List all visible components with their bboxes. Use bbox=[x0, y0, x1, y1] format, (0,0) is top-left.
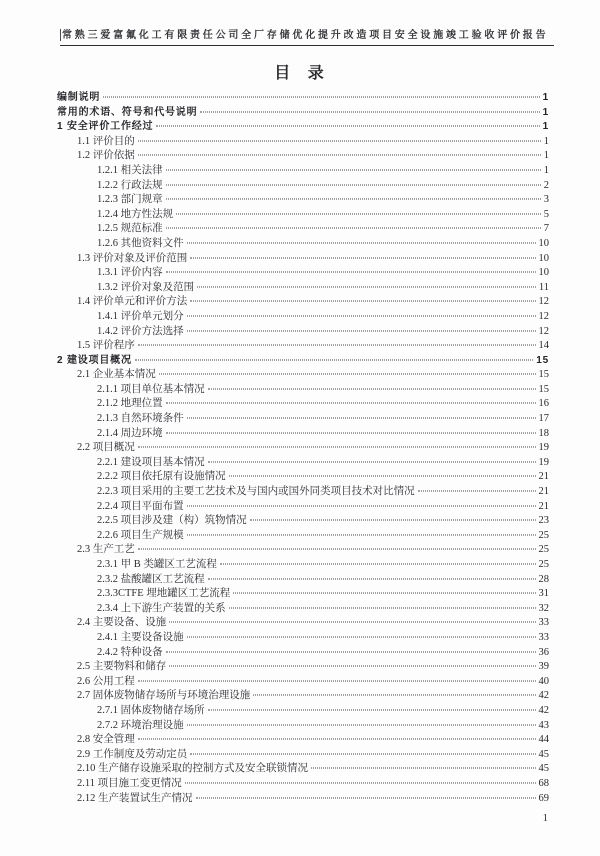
running-header-text: 常熟三爱富氟化工有限责任公司全厂存储优化提升改造项目安全设施竣工验收评价报告 bbox=[62, 30, 549, 41]
toc-dot-leader bbox=[103, 97, 539, 98]
toc-entry bbox=[57, 354, 549, 369]
toc-entry-page: 21 bbox=[538, 471, 549, 483]
toc-entry-label: 2.2.1 建设项目基本情况 bbox=[97, 456, 205, 468]
toc-entry-page: 12 bbox=[538, 325, 549, 337]
toc-entry-label: 2.7.2 环境治理设施 bbox=[97, 719, 184, 731]
toc-entry-page: 15 bbox=[536, 354, 549, 366]
toc-dot-leader bbox=[138, 739, 536, 740]
toc-dot-leader bbox=[138, 680, 536, 681]
toc-entry-page: 17 bbox=[538, 413, 549, 425]
toc-entry bbox=[57, 485, 549, 500]
toc-dot-leader bbox=[166, 432, 536, 433]
toc-entry bbox=[57, 514, 549, 529]
toc-entry bbox=[57, 777, 549, 792]
toc-dot-leader bbox=[138, 140, 541, 141]
toc-entry bbox=[57, 529, 549, 544]
toc-entry bbox=[57, 120, 549, 135]
toc-entry-page: 36 bbox=[538, 646, 549, 658]
toc-entry-page: 31 bbox=[538, 588, 549, 600]
toc-list bbox=[57, 91, 549, 806]
toc-entry bbox=[57, 427, 549, 442]
toc-entry bbox=[57, 149, 549, 164]
toc-entry-page: 23 bbox=[538, 515, 549, 527]
toc-dot-leader bbox=[208, 461, 536, 462]
toc-entry bbox=[57, 689, 549, 704]
toc-entry-page: 12 bbox=[538, 310, 549, 322]
footer-page-number: 1 bbox=[542, 813, 548, 824]
toc-entry-page: 10 bbox=[538, 237, 549, 249]
toc-dot-leader bbox=[200, 111, 539, 112]
toc-dot-leader bbox=[187, 330, 536, 331]
toc-entry-label: 1.2.4 地方性法规 bbox=[97, 208, 174, 220]
toc-dot-leader bbox=[253, 695, 535, 696]
toc-entry-page: 21 bbox=[538, 486, 549, 498]
toc-entry-label: 2.1.4 周边环境 bbox=[97, 427, 163, 439]
toc-entry bbox=[57, 616, 549, 631]
toc-dot-leader bbox=[138, 447, 536, 448]
toc-entry bbox=[57, 762, 549, 777]
toc-entry-label: 2.6 公用工程 bbox=[77, 675, 135, 687]
toc-entry-page: 45 bbox=[538, 748, 549, 760]
toc-dot-leader bbox=[138, 345, 536, 346]
toc-entry bbox=[57, 179, 549, 194]
toc-entry-label: 2.4.2 特种设备 bbox=[97, 646, 163, 658]
toc-entry-page: 5 bbox=[543, 208, 549, 220]
toc-dot-leader bbox=[190, 753, 535, 754]
toc-entry-label: 1.3.1 评价内容 bbox=[97, 267, 163, 279]
toc-entry bbox=[57, 397, 549, 412]
toc-dot-leader bbox=[220, 564, 536, 565]
toc-dot-leader bbox=[187, 724, 536, 725]
toc-dot-leader bbox=[418, 491, 536, 492]
toc-entry bbox=[57, 470, 549, 485]
toc-entry-page: 25 bbox=[538, 529, 549, 541]
toc-entry-label: 1.2.1 相关法律 bbox=[97, 164, 163, 176]
toc-dot-leader bbox=[187, 505, 536, 506]
toc-entry-page: 10 bbox=[538, 252, 549, 264]
toc-entry bbox=[57, 558, 549, 573]
toc-entry bbox=[57, 602, 549, 617]
toc-entry bbox=[57, 543, 549, 558]
toc-entry-label: 2.7 固体废物储存场所与环境治理设施 bbox=[77, 690, 251, 702]
toc-entry-page: 69 bbox=[538, 792, 549, 804]
toc-title: 目 录 bbox=[274, 65, 326, 82]
toc-entry-page: 18 bbox=[538, 427, 549, 439]
toc-entry-label: 2.3.4 上下游生产装置的关系 bbox=[97, 602, 226, 614]
toc-entry-page: 42 bbox=[538, 704, 549, 716]
toc-entry-label: 2.2.4 项目平面布置 bbox=[97, 500, 184, 512]
toc-entry-label: 2.1.3 自然环境条件 bbox=[97, 413, 184, 425]
toc-entry bbox=[57, 325, 549, 340]
toc-dot-leader bbox=[135, 359, 534, 360]
toc-dot-leader bbox=[159, 374, 536, 375]
toc-entry-page: 42 bbox=[538, 690, 549, 702]
toc-dot-leader bbox=[187, 636, 536, 637]
toc-entry-label: 1.2.5 规范标准 bbox=[97, 223, 163, 235]
toc-entry-label: 1.4.2 评价方法选择 bbox=[97, 325, 184, 337]
toc-entry-page: 25 bbox=[538, 559, 549, 570]
toc-entry-label: 2.10 生产储存设施采取的控制方式及安全联锁情况 bbox=[77, 763, 308, 775]
toc-entry-label: 1.1 评价目的 bbox=[77, 135, 135, 147]
toc-dot-leader bbox=[250, 520, 536, 521]
toc-entry-page: 25 bbox=[538, 544, 549, 556]
toc-entry-page: 1 bbox=[543, 164, 549, 176]
toc-entry bbox=[57, 295, 549, 310]
toc-dot-leader bbox=[190, 257, 535, 258]
toc-entry-label: 2.7.1 固体废物储存场所 bbox=[97, 704, 205, 716]
toc-entry bbox=[57, 733, 549, 748]
toc-entry-page: 1 bbox=[543, 135, 549, 147]
toc-dot-leader bbox=[166, 228, 541, 229]
toc-entry-page: 10 bbox=[538, 267, 549, 279]
toc-entry-page: 11 bbox=[538, 281, 549, 293]
toc-dot-leader bbox=[233, 593, 535, 594]
toc-entry bbox=[57, 266, 549, 281]
toc-entry-label: 2.1.1 项目单位基本情况 bbox=[97, 383, 205, 395]
toc-entry-page: 32 bbox=[538, 602, 549, 614]
toc-dot-leader bbox=[166, 199, 541, 200]
toc-entry bbox=[57, 237, 549, 252]
toc-entry-page: 33 bbox=[538, 617, 549, 629]
toc-entry bbox=[57, 106, 549, 121]
toc-entry bbox=[57, 441, 549, 456]
toc-entry-page: 19 bbox=[538, 456, 549, 468]
toc-entry-label: 2.11 项目施工变更情况 bbox=[77, 777, 182, 789]
toc-entry-page: 43 bbox=[538, 719, 549, 731]
toc-entry bbox=[57, 310, 549, 325]
toc-entry bbox=[57, 412, 549, 427]
toc-dot-leader bbox=[166, 184, 541, 185]
toc-dot-leader bbox=[197, 286, 536, 287]
toc-entry-label: 1.3 评价对象及评价范围 bbox=[77, 252, 188, 264]
toc-entry-label: 1.4.1 评价单元划分 bbox=[97, 310, 184, 322]
toc-entry bbox=[57, 456, 549, 471]
toc-entry-label: 1.5 评价程序 bbox=[77, 340, 135, 352]
toc-entry-label: 2.4.1 主要设备设施 bbox=[97, 631, 184, 643]
toc-entry-page: 21 bbox=[538, 500, 549, 512]
toc-entry-label: 2.2.3 项目采用的主要工艺技术及与国内或国外同类项目技术对比情况 bbox=[97, 486, 415, 498]
toc-entry-label: 1.2.2 行政法规 bbox=[97, 179, 163, 191]
toc-entry-page: 7 bbox=[543, 223, 549, 235]
toc-entry bbox=[57, 164, 549, 179]
toc-entry bbox=[57, 281, 549, 296]
toc-entry-label: 1.2.3 部门规章 bbox=[97, 194, 163, 206]
toc-entry-label: 2.2.6 项目生产规模 bbox=[97, 529, 184, 541]
toc-entry-page: 15 bbox=[538, 383, 549, 395]
toc-entry-label: 2.2 项目概况 bbox=[77, 442, 135, 454]
toc-dot-leader bbox=[187, 315, 536, 316]
toc-entry-page: 68 bbox=[538, 777, 549, 789]
toc-dot-leader bbox=[156, 126, 539, 127]
toc-entry bbox=[57, 383, 549, 398]
toc-dot-leader bbox=[169, 622, 535, 623]
toc-dot-leader bbox=[176, 213, 541, 214]
toc-entry-page: 14 bbox=[538, 340, 549, 352]
toc-entry bbox=[57, 91, 549, 106]
toc-dot-leader bbox=[229, 607, 536, 608]
toc-entry bbox=[57, 719, 549, 734]
toc-entry bbox=[57, 368, 549, 383]
toc-dot-leader bbox=[138, 155, 541, 156]
toc-entry-label: 2.3.2 盐酸罐区工艺流程 bbox=[97, 573, 205, 585]
toc-entry-page: 19 bbox=[538, 442, 549, 454]
toc-entry-label: 2 建设项目概况 bbox=[57, 354, 132, 366]
toc-entry bbox=[57, 646, 549, 661]
toc-entry-page: 1 bbox=[542, 121, 549, 133]
toc-dot-leader bbox=[196, 797, 536, 798]
toc-entry-label: 2.9 工作制度及劳动定员 bbox=[77, 748, 188, 760]
toc-entry-page: 39 bbox=[538, 661, 549, 673]
toc-entry bbox=[57, 660, 549, 675]
running-header bbox=[60, 26, 554, 46]
toc-dot-leader bbox=[190, 301, 535, 302]
toc-dot-leader bbox=[208, 709, 536, 710]
toc-dot-leader bbox=[229, 476, 536, 477]
toc-entry-page: 16 bbox=[538, 398, 549, 410]
toc-entry-label: 2.8 安全管理 bbox=[77, 734, 135, 746]
toc-entry bbox=[57, 704, 549, 719]
toc-entry-label: 2.4 主要设备、设施 bbox=[77, 617, 167, 629]
toc-entry-page: 2 bbox=[543, 179, 549, 191]
toc-dot-leader bbox=[187, 418, 536, 419]
toc-dot-leader bbox=[187, 242, 536, 243]
toc-entry-page: 40 bbox=[538, 675, 549, 687]
toc-entry bbox=[57, 252, 549, 267]
toc-dot-leader bbox=[166, 403, 536, 404]
toc-entry-label: 2.12 生产装置试生产情况 bbox=[77, 792, 193, 804]
toc-dot-leader bbox=[169, 666, 535, 667]
toc-entry bbox=[57, 500, 549, 515]
toc-dot-leader bbox=[166, 169, 541, 170]
toc-entry-label: 2.1 企业基本情况 bbox=[77, 369, 156, 381]
toc-entry bbox=[57, 339, 549, 354]
toc-entry-label: 2.2.2 项目依托原有设施情况 bbox=[97, 471, 226, 483]
toc-dot-leader bbox=[208, 388, 536, 389]
header-left-tick bbox=[60, 29, 61, 41]
toc-entry-page: 28 bbox=[538, 573, 549, 585]
toc-entry-page: 3 bbox=[543, 194, 549, 206]
toc-entry bbox=[57, 208, 549, 223]
toc-entry bbox=[57, 792, 549, 807]
toc-entry-label: 2.3 生产工艺 bbox=[77, 544, 135, 556]
toc-entry-label: 1.4 评价单元和评价方法 bbox=[77, 296, 188, 308]
toc-entry-page: 45 bbox=[538, 763, 549, 775]
toc-entry bbox=[57, 748, 549, 763]
toc-dot-leader bbox=[166, 272, 536, 273]
toc-entry-page: 44 bbox=[538, 734, 549, 746]
toc-dot-leader bbox=[138, 549, 536, 550]
toc-entry-label: 1 安全评价工作经过 bbox=[57, 121, 154, 133]
toc-entry-label: 1.2 评价依据 bbox=[77, 150, 135, 162]
toc-entry bbox=[57, 193, 549, 208]
toc-entry bbox=[57, 573, 549, 588]
toc-dot-leader bbox=[187, 534, 536, 535]
toc-entry-label: 1.3.2 评价对象及范围 bbox=[97, 281, 195, 293]
toc-dot-leader bbox=[311, 768, 536, 769]
toc-entry bbox=[57, 587, 549, 602]
toc-entry-page: 1 bbox=[543, 150, 549, 162]
toc-dot-leader bbox=[166, 651, 536, 652]
toc-entry-page: 12 bbox=[538, 296, 549, 308]
toc-entry bbox=[57, 135, 549, 150]
toc-entry-label: 2.3.1 甲 B 类罐区工艺流程 bbox=[97, 559, 217, 570]
toc-entry-label: 2.5 主要物料和储存 bbox=[77, 661, 167, 673]
toc-entry-label: 编制说明 bbox=[57, 92, 101, 103]
toc-entry-page: 1 bbox=[542, 92, 549, 103]
toc-entry-page: 15 bbox=[538, 369, 549, 381]
toc-entry-label: 2.1.2 地理位置 bbox=[97, 398, 163, 410]
toc-entry bbox=[57, 631, 549, 646]
toc-entry-label: 常用的术语、符号和代号说明 bbox=[57, 106, 198, 118]
toc-entry bbox=[57, 222, 549, 237]
toc-entry-label: 1.2.6 其他资料文件 bbox=[97, 237, 184, 249]
toc-entry-label: 2.3.3CTFE 埋地罐区工艺流程 bbox=[97, 588, 231, 600]
toc-dot-leader bbox=[208, 578, 536, 579]
toc-entry bbox=[57, 675, 549, 690]
toc-entry-page: 33 bbox=[538, 631, 549, 643]
toc-dot-leader bbox=[185, 782, 536, 783]
toc-entry-page: 1 bbox=[542, 106, 549, 118]
toc-entry-label: 2.2.5 项目涉及建（构）筑物情况 bbox=[97, 515, 247, 527]
